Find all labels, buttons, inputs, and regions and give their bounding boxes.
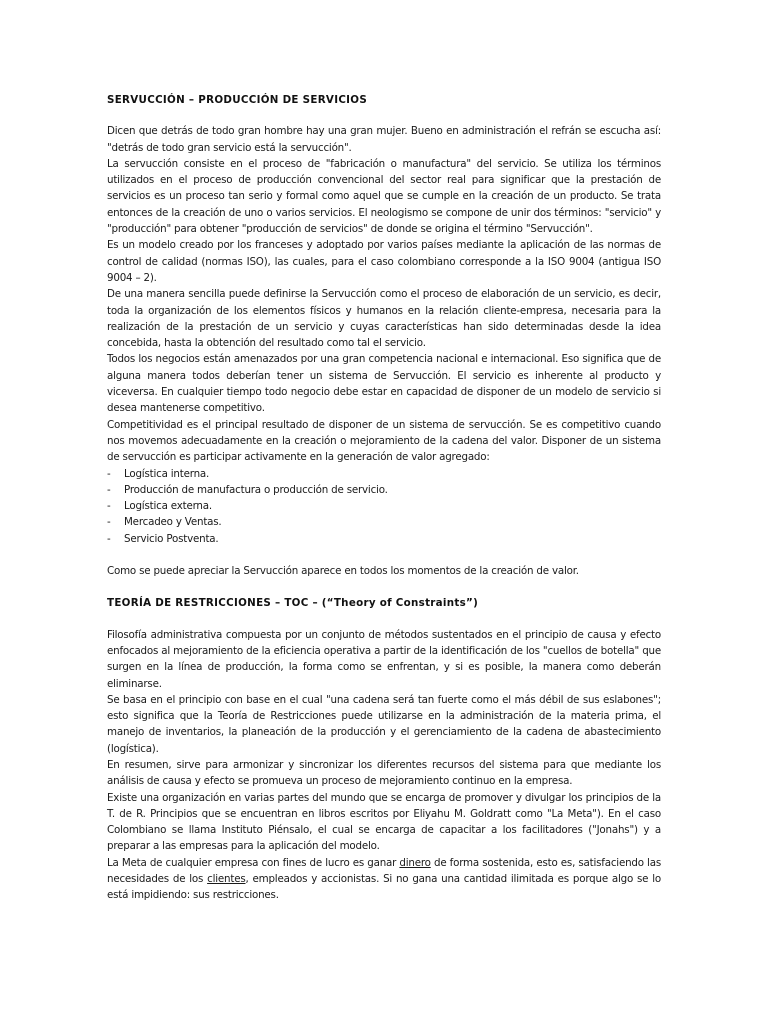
text-segment: , empleados y accionistas. Si no gana una cantidad ilimitada es porque algo se lo está impidiendo: sus restricciones. xyxy=(107,873,661,902)
bullet-dash: - xyxy=(107,500,111,513)
paragraph-meta xyxy=(107,855,661,904)
paragraph: Se basa en el principio con base en el cual "una cadena será tan fuerte como el más débil de sus eslabones"; esto significa que la Teoría de Restricciones puede utilizarse en la administración de la materia prima, el manejo de inventarios, la planeación de la producción y el gerenciamiento de la cadena de abastecimiento (logística). xyxy=(107,693,661,755)
clientes-link[interactable]: clientes xyxy=(207,873,246,886)
paragraph: De una manera sencilla puede definirse la Servucción como el proceso de elaboración de un servicio, es decir, toda la organización de los elementos físicos y humanos en la relación cliente-empresa, necesaria para la realización de la prestación de un servicio y cuyas características han sido determinadas desde la idea concebida, hasta la obtención del resultado como tal el servicio. xyxy=(107,288,661,350)
document-page xyxy=(107,92,661,904)
spacer xyxy=(107,579,661,595)
list-item-text: Logística externa. xyxy=(124,500,212,513)
closing-paragraph: Como se puede apreciar la Servucción aparece en todos los momentos de la creación de valor. xyxy=(107,565,579,578)
list-item-text: Servicio Postventa. xyxy=(124,532,219,545)
paragraph: Competitividad es el principal resultado de disponer de un sistema de servucción. Se es competitivo cuando nos movemos adecuadamente en la creación o mejoramiento de la cadena del valor. Disponer de un sistema de servucción es participar activamente en la generación de valor agregado: xyxy=(107,418,661,464)
bullet-dash: - xyxy=(107,532,111,545)
value-chain-list xyxy=(107,466,661,547)
list-item-text: Producción de manufactura o producción de servicio. xyxy=(124,483,388,496)
list-item-text: Logística interna. xyxy=(124,467,210,480)
paragraph: Filosofía administrativa compuesta por un conjunto de métodos sustentados en el principio de causa y efecto enfocados al mejoramiento de la eficiencia operativa a partir de la identificación de los "cuellos de botella" que surgen en la línea de producción, la forma como se enfrentan, y si es posible, la manera como deberán eliminarse. xyxy=(107,628,661,690)
paragraph: Dicen que detrás de todo gran hombre hay una gran mujer. Bueno en administración el refrán se escucha así: "detrás de todo gran servicio está la servucción". xyxy=(107,125,661,154)
list-item xyxy=(107,498,661,514)
paragraph: Es un modelo creado por los franceses y adoptado por varios países mediante la aplicación de las normas de control de calidad (normas ISO), las cuales, para el caso colombiano corresponde a la ISO 9004 (antigua ISO 9004 – 2). xyxy=(107,239,661,284)
spacer xyxy=(107,108,661,123)
list-item-text: Mercadeo y Ventas. xyxy=(124,516,222,529)
paragraph: Todos los negocios están amenazados por una gran competencia nacional e internacional. Eso significa que de alguna manera todos deberían tener un sistema de Servucción. El servicio es inherente al producto y viceversa. En cualquier tiempo todo negocio debe estar en capacidad de disponer de un modelo de servicio si desea mantenerse competitivo. xyxy=(107,353,661,415)
list-item xyxy=(107,466,661,482)
list-item xyxy=(107,531,661,547)
list-item xyxy=(107,482,661,498)
section-title-toc: TEORÍA DE RESTRICCIONES – TOC – (“Theory of Constraints”) xyxy=(107,597,479,610)
paragraph: Existe una organización en varias partes del mundo que se encarga de promover y divulgar los principios de la T. de R. Principios que se encuentran en libros escritos por Eliyahu M. Goldratt como "La Meta"). En el caso Colombiano se llama Instituto Piénsalo, el cual se encarga de capacitar a los facilitadores ("Jonahs") y a preparar a las empresas para la aplicación del modelo. xyxy=(107,791,661,853)
section-title-servuccion: SERVUCCIÓN – PRODUCCIÓN DE SERVICIOS xyxy=(107,94,368,106)
bullet-dash: - xyxy=(107,516,111,529)
bullet-dash: - xyxy=(107,483,111,496)
spacer xyxy=(107,612,661,627)
spacer xyxy=(107,547,661,563)
text-segment: de forma sostenida, esto es, satisfaciendo las necesidades de los xyxy=(107,856,661,886)
paragraph: La servucción consiste en el proceso de "fabricación o manufactura" del servicio. Se utiliza los términos utilizados en el proceso de producción convencional del sector real para significar que la prestación de servicios es un proceso tan serio y formal como aquel que se cumple en la creación de un producto. Se trata entonces de la creación de uno o varios servicios. El neologismo se compone de unir dos términos: "servicio" y "producción" para obtener "producción de servicios" de donde se origina el término "Servucción". xyxy=(107,157,661,236)
paragraph: En resumen, sirve para armonizar y sincronizar los diferentes recursos del sistema para que mediante los análisis de causa y efecto se promueva un proceso de mejoramiento continuo en la empresa. xyxy=(107,758,661,788)
dinero-link[interactable]: dinero xyxy=(399,856,431,869)
list-item xyxy=(107,514,661,530)
bullet-dash: - xyxy=(107,467,111,480)
text-segment: La Meta de cualquier empresa con fines de lucro es ganar xyxy=(107,856,400,869)
